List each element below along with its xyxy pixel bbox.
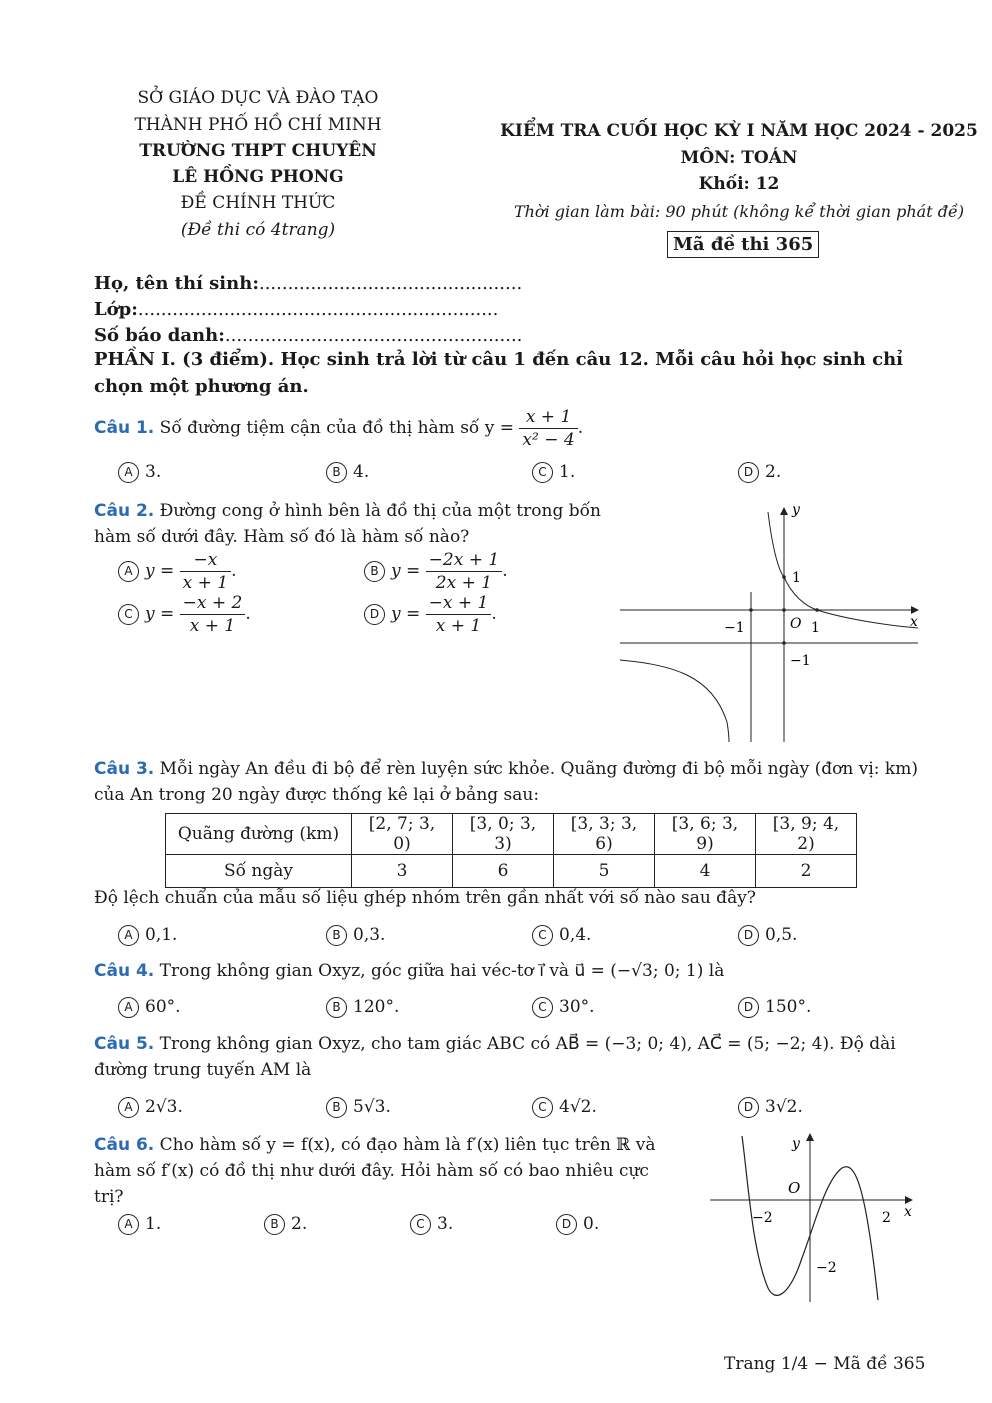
numerator: x + 1 <box>519 406 577 429</box>
dotted-line: ............................................................... <box>137 299 499 320</box>
part1-title-line1: PHẦN I. (3 điểm). Học sinh trả lời từ câu 1 đến câu 12. Mỗi câu hỏi học sinh chỉ <box>94 349 903 370</box>
option-marker: B <box>326 925 347 946</box>
q1-option-b[interactable] <box>326 462 369 483</box>
question-text: Mỗi ngày An đều đi bộ để rèn luyện sức khỏe. Quãng đường đi bộ mỗi ngày (đơn vị: km) <box>159 759 918 779</box>
point <box>749 608 753 612</box>
option-marker: C <box>532 1097 553 1118</box>
q4-option-c[interactable] <box>532 997 595 1018</box>
table-cell: 2 <box>756 855 857 888</box>
q6-option-c[interactable] <box>410 1214 453 1235</box>
option-text: 5√3. <box>353 1097 391 1117</box>
question-text: Cho hàm số y = f(x), có đạo hàm là f′(x) liên tục trên ℝ và <box>159 1135 656 1155</box>
table-cell: [3, 0; 3, 3) <box>453 814 554 855</box>
question-label: Câu 2. <box>94 501 155 521</box>
question-label: Câu 3. <box>94 759 155 779</box>
q5-option-d[interactable] <box>738 1097 803 1118</box>
q4-option-a[interactable] <box>118 997 181 1018</box>
q2-option-c[interactable]: C y = $\frac{-x + 2}{x + 1}$ . <box>118 592 251 637</box>
option-text: 0,1. <box>145 925 178 945</box>
option-marker: D <box>364 604 385 625</box>
option-marker: C <box>532 997 553 1018</box>
table-row <box>166 855 857 888</box>
option-marker: C <box>118 604 139 625</box>
exam-title: KIỂM TRA CUỐI HỌC KỲ I NĂM HỌC 2024 - 2025 <box>500 121 978 141</box>
question-6-line3: trị? <box>94 1187 124 1207</box>
option-text: 4√2. <box>559 1097 597 1117</box>
q2-option-d[interactable]: D y = $\frac{-x + 1}{x + 1}$ . <box>364 592 497 637</box>
city-name: THÀNH PHỐ HỒ CHÍ MINH <box>134 115 382 135</box>
q3-option-b[interactable] <box>326 925 385 946</box>
question-3-prompt: Độ lệch chuẩn của mẫu số liệu ghép nhóm trên gần nhất với số nào sau đây? <box>94 888 756 908</box>
curve-left-branch <box>620 660 729 742</box>
option-text: 0,4. <box>559 925 592 945</box>
point <box>782 608 786 612</box>
option-marker: B <box>326 997 347 1018</box>
grade-label: Khối: 12 <box>698 174 780 194</box>
q2-option-b[interactable]: B y = $\frac{-2x + 1}{2x + 1}$ . <box>364 549 508 594</box>
q2-option-a[interactable]: A y = $\frac{-x}{x + 1}$ . <box>118 549 237 594</box>
option-text: 0. <box>583 1214 600 1234</box>
question-text: Đường cong ở hình bên là đồ thị của một trong bốn <box>159 501 601 521</box>
denominator: x + 1 <box>435 616 482 636</box>
table-cell: 3 <box>352 855 453 888</box>
department-name: SỞ GIÁO DỤC VÀ ĐÀO TẠO <box>137 88 379 108</box>
fraction <box>426 592 492 637</box>
q5-option-c[interactable] <box>532 1097 597 1118</box>
y-axis-label: y <box>792 502 800 518</box>
page-count-note: (Đề thi có 4trang) <box>180 220 336 240</box>
option-text: 3. <box>145 462 162 482</box>
q1-option-d[interactable] <box>738 462 781 483</box>
point <box>782 575 786 579</box>
q4-option-b[interactable] <box>326 997 399 1018</box>
tick-label: 1 <box>811 620 820 636</box>
tick-label: 2 <box>882 1210 891 1226</box>
option-text: 4. <box>353 462 370 482</box>
option-marker: B <box>326 1097 347 1118</box>
q1-option-c[interactable] <box>532 462 575 483</box>
student-id-label: Số báo danh: <box>94 325 225 346</box>
option-marker: D <box>738 462 759 483</box>
q2-hyperbola-graph <box>612 500 932 748</box>
option-text: 120°. <box>353 997 400 1017</box>
tick-label: 1 <box>792 570 801 586</box>
question-5-line2: đường trung tuyến AM là <box>94 1060 312 1080</box>
distance-frequency-table <box>165 813 857 888</box>
option-text: 1. <box>145 1214 162 1234</box>
q3-option-a[interactable] <box>118 925 177 946</box>
option-text: 0,5. <box>765 925 798 945</box>
table-cell: [3, 6; 3, 9) <box>655 814 756 855</box>
school-name-line2: LÊ HỒNG PHONG <box>172 167 344 187</box>
table-cell: [3, 9; 4, 2) <box>756 814 857 855</box>
question-3-line2: của An trong 20 ngày được thống kê lại ở bảng sau: <box>94 785 540 805</box>
option-marker: D <box>556 1214 577 1235</box>
option-text: 2. <box>291 1214 308 1234</box>
page-footer: Trang 1/4 − Mã đề 365 <box>724 1354 926 1374</box>
question-label: Câu 6. <box>94 1135 155 1155</box>
q3-option-c[interactable] <box>532 925 591 946</box>
exam-code-box: Mã đề thi 365 <box>667 231 819 258</box>
option-marker: C <box>410 1214 431 1235</box>
table-cell: 6 <box>453 855 554 888</box>
student-name-label: Họ, tên thí sinh: <box>94 273 259 294</box>
question-2 <box>94 501 601 521</box>
option-marker: A <box>118 561 139 582</box>
curve-right-branch <box>768 512 918 628</box>
table-header-cell: Số ngày <box>166 855 352 888</box>
x-axis-label: x <box>910 614 918 630</box>
option-text: 60°. <box>145 997 181 1017</box>
option-marker: A <box>118 925 139 946</box>
option-marker: A <box>118 1214 139 1235</box>
student-id-line <box>94 325 522 346</box>
school-name-line1: TRƯỜNG THPT CHUYÊN <box>139 141 377 161</box>
fraction <box>426 549 503 594</box>
question-2-line2: hàm số dưới đây. Hàm số đó là hàm số nào? <box>94 527 470 547</box>
option-text: 2. <box>765 462 782 482</box>
q5-option-a[interactable] <box>118 1097 183 1118</box>
origin-label: O <box>788 1179 801 1197</box>
question-text: Trong không gian Oxyz, cho tam giác ABC có AB⃗ = (−3; 0; 4), AC⃗ = (5; −2; 4). Độ dài <box>159 1034 896 1054</box>
numerator: −x <box>180 549 231 572</box>
option-marker: C <box>532 925 553 946</box>
time-note: Thời gian làm bài: 90 phút (không kể thời gian phát đề) <box>513 202 965 221</box>
question-4 <box>94 961 724 981</box>
table-cell: [2, 7; 3, 0) <box>352 814 453 855</box>
fraction <box>180 592 246 637</box>
numerator: −2x + 1 <box>426 549 503 572</box>
option-marker: D <box>738 1097 759 1118</box>
q4-option-d[interactable] <box>738 997 811 1018</box>
fraction <box>180 549 231 594</box>
subject-title: MÔN: TOÁN <box>680 148 798 168</box>
question-6 <box>94 1135 655 1155</box>
origin-label: O <box>790 616 802 632</box>
period: . <box>577 418 584 438</box>
part1-title-line2: chọn một phương án. <box>94 376 309 397</box>
tick-label: −1 <box>724 620 745 636</box>
table-cell: 5 <box>554 855 655 888</box>
option-marker: A <box>118 462 139 483</box>
option-marker: A <box>118 1097 139 1118</box>
numerator: −x + 2 <box>180 592 246 615</box>
question-text: Số đường tiệm cận của đồ thị hàm số y = <box>159 418 514 438</box>
q1-option-a[interactable] <box>118 462 161 483</box>
denominator: x + 1 <box>182 573 229 593</box>
point <box>815 608 819 612</box>
class-line <box>94 299 498 320</box>
point <box>782 641 786 645</box>
denominator: x² − 4 <box>522 430 575 450</box>
x-axis-label: x <box>904 1204 912 1220</box>
denominator: x + 1 <box>189 616 236 636</box>
option-text: 3. <box>437 1214 454 1234</box>
question-3 <box>94 759 918 779</box>
option-marker: D <box>738 925 759 946</box>
q6-option-d[interactable] <box>556 1214 599 1235</box>
option-text: 150°. <box>765 997 812 1017</box>
question-5 <box>94 1034 896 1054</box>
option-text: 1. <box>559 462 576 482</box>
tick-label: −2 <box>816 1260 837 1276</box>
question-label: Câu 5. <box>94 1034 155 1054</box>
dotted-line: .............................................. <box>258 273 523 294</box>
student-name-line <box>94 273 522 294</box>
question-label: Câu 4. <box>94 961 155 981</box>
q6-option-a[interactable] <box>118 1214 161 1235</box>
option-marker: B <box>364 561 385 582</box>
option-text: 2√3. <box>145 1097 183 1117</box>
table-cell: 4 <box>655 855 756 888</box>
tick-label: −1 <box>790 653 811 669</box>
class-label: Lớp: <box>94 299 138 320</box>
q6-option-b[interactable] <box>264 1214 307 1235</box>
q6-derivative-graph <box>706 1130 922 1306</box>
fraction <box>519 406 577 451</box>
official-label: ĐỀ CHÍNH THỨC <box>180 193 336 213</box>
option-marker: D <box>738 997 759 1018</box>
option-marker: A <box>118 997 139 1018</box>
q3-option-d[interactable] <box>738 925 797 946</box>
q5-option-b[interactable] <box>326 1097 391 1118</box>
option-text: 30°. <box>559 997 595 1017</box>
numerator: −x + 1 <box>426 592 492 615</box>
dotted-line: .................................................... <box>224 325 523 346</box>
y-axis-label: y <box>792 1136 800 1152</box>
question-label: Câu 1. <box>94 418 155 438</box>
option-text: 3√2. <box>765 1097 803 1117</box>
option-marker: B <box>326 462 347 483</box>
option-marker: C <box>532 462 553 483</box>
table-header-cell: Quãng đường (km) <box>166 814 352 855</box>
tick-label: −2 <box>752 1210 773 1226</box>
question-1 <box>94 406 583 451</box>
question-text: Trong không gian Oxyz, góc giữa hai véc-tơ i⃗ và u⃗ = (−√3; 0; 1) là <box>159 961 725 981</box>
table-row <box>166 814 857 855</box>
option-marker: B <box>264 1214 285 1235</box>
table-cell: [3, 3; 3, 6) <box>554 814 655 855</box>
question-6-line2: hàm số f′(x) có đồ thị như dưới đây. Hỏi hàm số có bao nhiêu cực <box>94 1161 649 1181</box>
option-text: 0,3. <box>353 925 386 945</box>
denominator: 2x + 1 <box>435 573 493 593</box>
